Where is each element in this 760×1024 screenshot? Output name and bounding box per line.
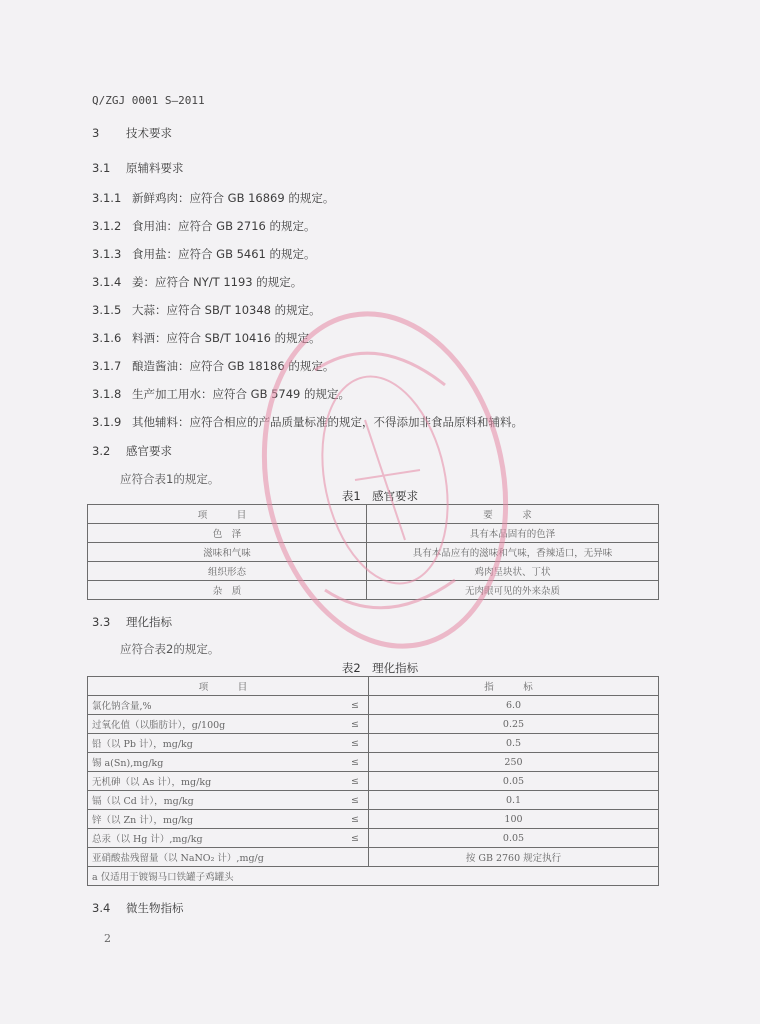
list-item: 3.1.4 姜：应符合 NY/T 1193 的规定。 xyxy=(92,275,303,289)
list-item: 3.1.8 生产加工用水：应符合 GB 5749 的规定。 xyxy=(92,387,351,401)
table-row: 镉（以 Cd 计），mg/kg ≤ 0.1 xyxy=(88,791,659,810)
table-row: 色 泽 具有本品固有的色泽 xyxy=(88,524,659,543)
section-3-3-heading: 3.3 理化指标 xyxy=(92,615,172,629)
page-number: 2 xyxy=(104,932,111,945)
table1 xyxy=(87,504,659,600)
table2 xyxy=(87,676,659,886)
table-row: 杂 质 无肉眼可见的外来杂质 xyxy=(88,581,659,600)
section-3-2-body: 应符合表1的规定。 xyxy=(120,472,220,486)
table-row: 总汞（以 Hg 计）,mg/kg ≤ 0.05 xyxy=(88,829,659,848)
document-code: Q/ZGJ 0001 S—2011 xyxy=(92,94,205,107)
table2-footnote: a 仅适用于镀锡马口铁罐子鸡罐头 xyxy=(88,867,659,886)
official-seal-stamp xyxy=(255,290,515,670)
section-3-2-heading: 3.2 感官要求 xyxy=(92,444,172,458)
list-item: 3.1.6 料酒：应符合 SB/T 10416 的规定。 xyxy=(92,331,321,345)
table-row: 组织形态 鸡肉呈块状、丁状 xyxy=(88,562,659,581)
table2-caption: 表2 理化指标 xyxy=(341,661,419,675)
table-row: 亚硝酸盐残留量（以 NaNO₂ 计）,mg/g 按 GB 2760 规定执行 xyxy=(88,848,659,867)
list-item: 3.1.2 食用油：应符合 GB 2716 的规定。 xyxy=(92,219,316,233)
table-row: 滋味和气味 具有本品应有的滋味和气味，香辣适口，无异味 xyxy=(88,543,659,562)
table-row: 氯化钠含量,% ≤ 6.0 xyxy=(88,696,659,715)
table2-header-item: 项 目 xyxy=(88,677,369,696)
list-item: 3.1.7 酿造酱油：应符合 GB 18186 的规定。 xyxy=(92,359,335,373)
table2-header-value: 指 标 xyxy=(369,677,659,696)
section-3-heading: 3 技术要求 xyxy=(92,126,172,140)
table-row: 过氧化值（以脂肪计），g/100g ≤ 0.25 xyxy=(88,715,659,734)
table-row: 铅（以 Pb 计），mg/kg ≤ 0.5 xyxy=(88,734,659,753)
section-3-1-heading: 3.1 原辅料要求 xyxy=(92,161,184,175)
list-item: 3.1.5 大蒜：应符合 SB/T 10348 的规定。 xyxy=(92,303,321,317)
table-row: 锡 a(Sn),mg/kg ≤ 250 xyxy=(88,753,659,772)
table-row: 锌（以 Zn 计），mg/kg ≤ 100 xyxy=(88,810,659,829)
table1-header-requirement: 要 求 xyxy=(367,505,659,524)
table-row: 无机砷（以 As 计），mg/kg ≤ 0.05 xyxy=(88,772,659,791)
list-item: 3.1.9 其他辅料：应符合相应的产品质量标准的规定，不得添加非食品原料和辅料。 xyxy=(92,415,523,429)
section-3-3-body: 应符合表2的规定。 xyxy=(120,642,220,656)
list-item: 3.1.3 食用盐：应符合 GB 5461 的规定。 xyxy=(92,247,316,261)
table1-header-item: 项 目 xyxy=(88,505,367,524)
section-3-4-heading: 3.4 微生物指标 xyxy=(92,901,184,915)
list-item: 3.1.1 新鲜鸡肉：应符合 GB 16869 的规定。 xyxy=(92,191,335,205)
table1-caption: 表1 感官要求 xyxy=(341,489,419,503)
